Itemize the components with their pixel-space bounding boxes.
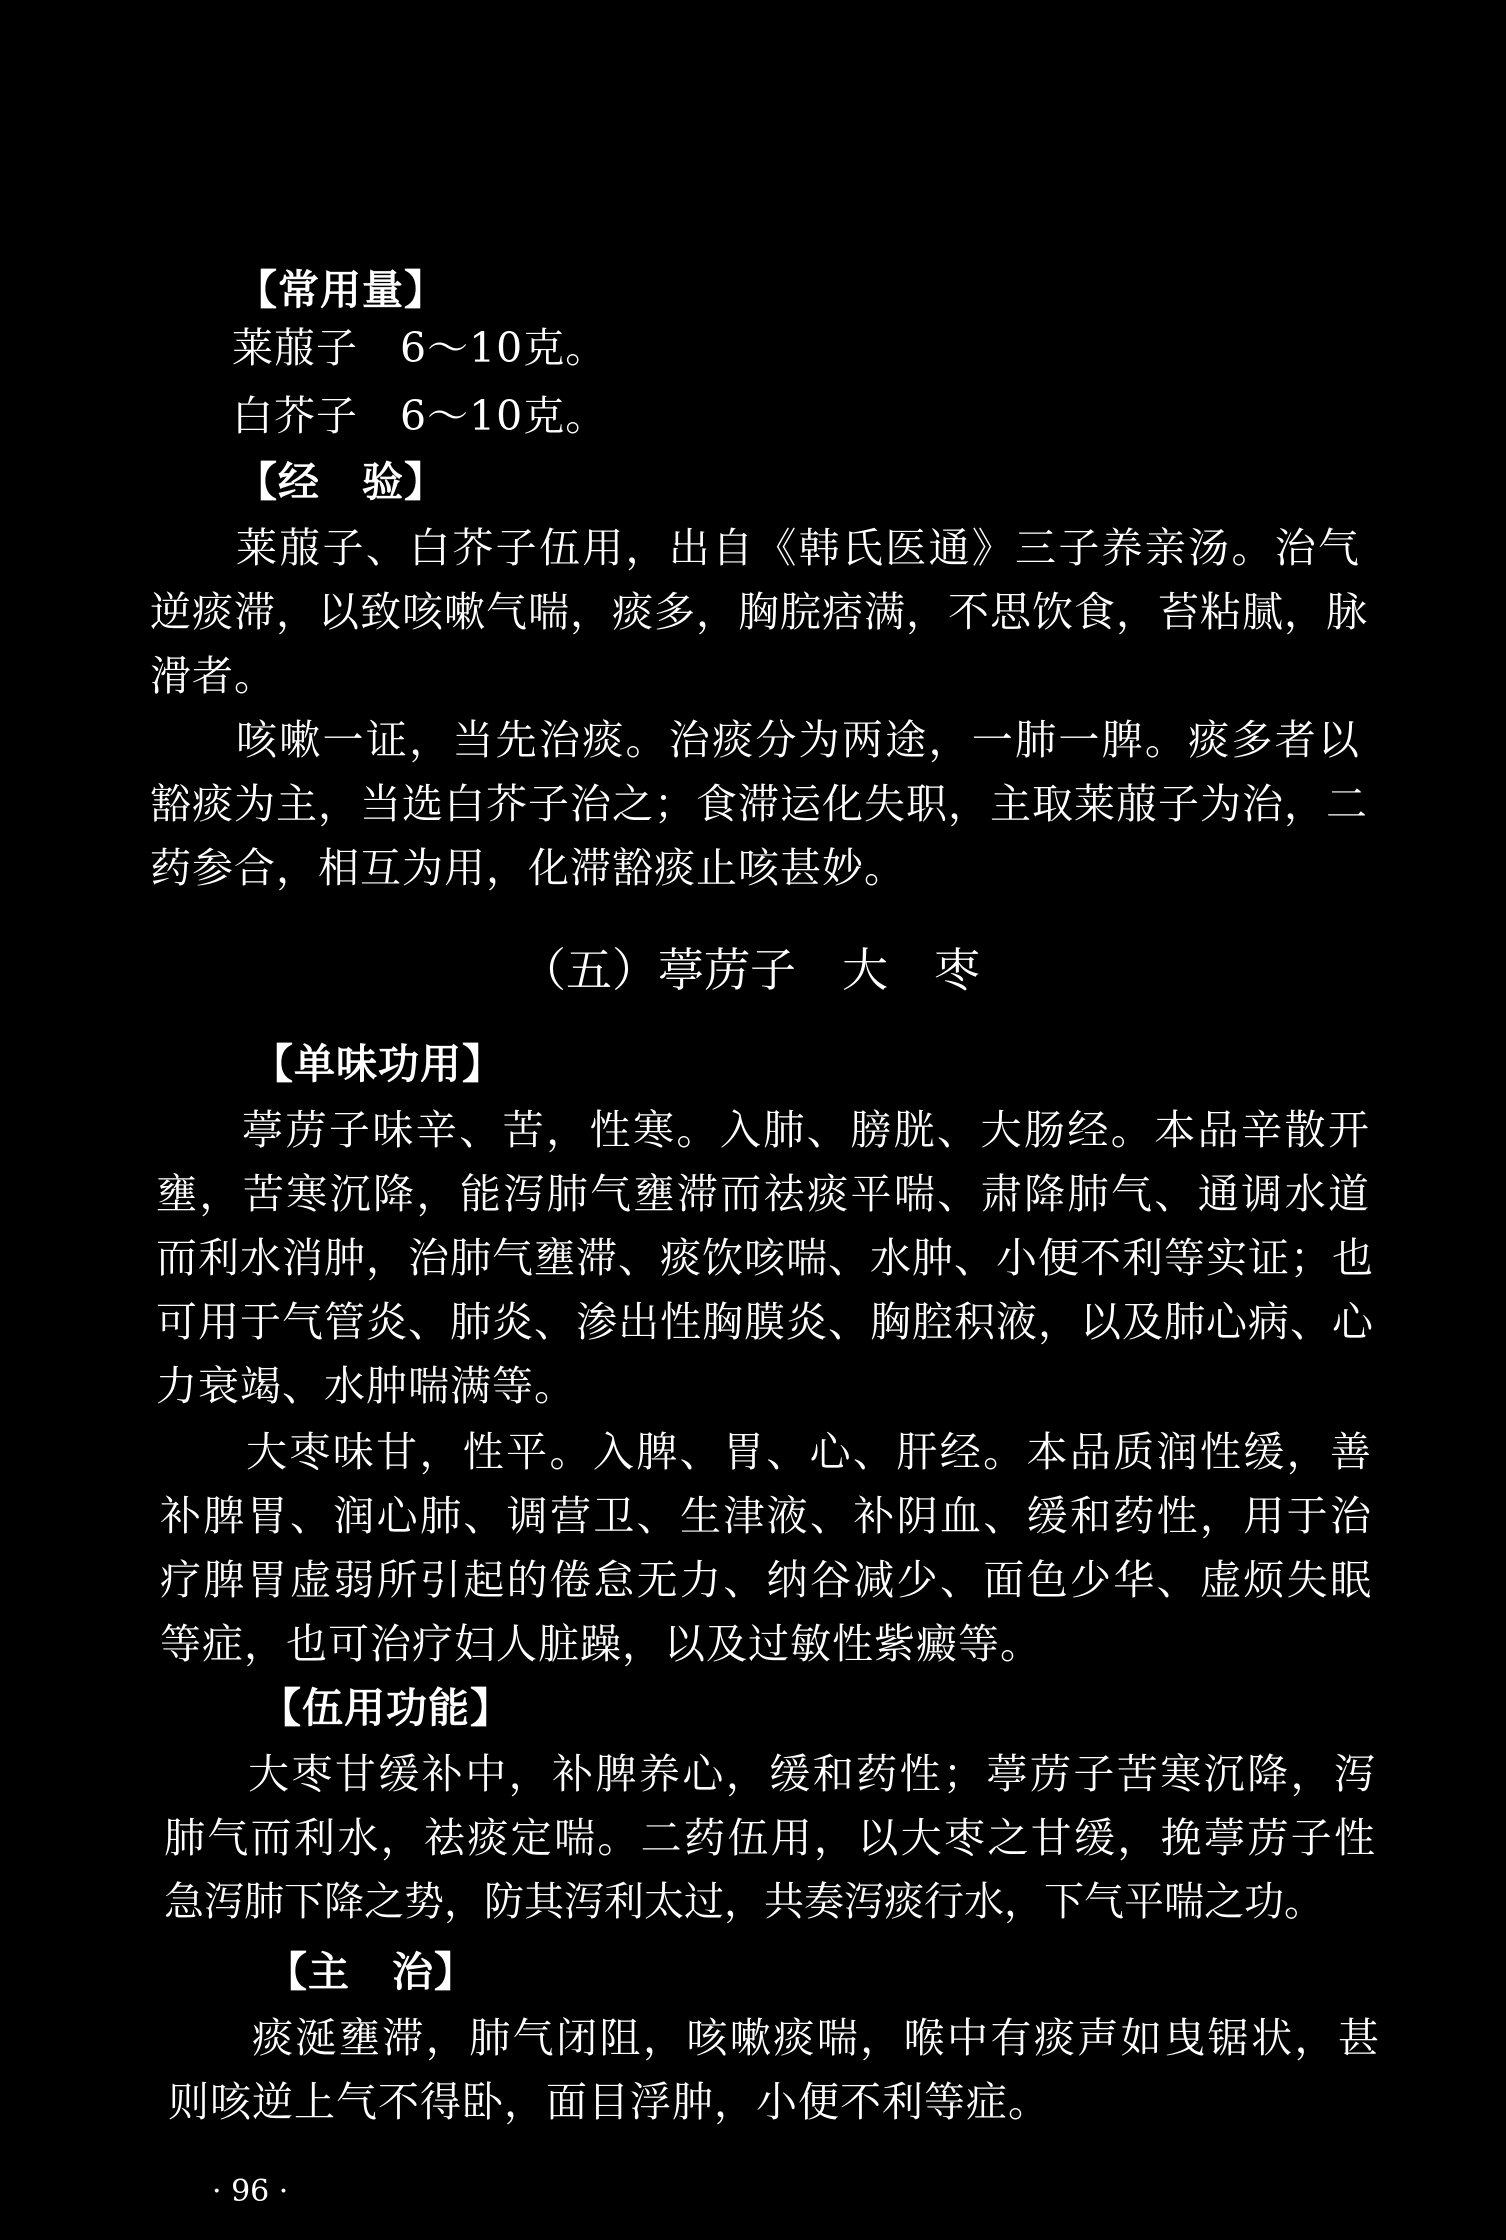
indications-line1: 痰涎壅滞，肺气闭阻，咳嗽痰喘，喉中有痰声如曳锯状，甚 (252, 2014, 1380, 2062)
single-function-para2-line2: 补脾胃、润心肺、调营卫、生津液、补阴血、缓和药性，用于治 (160, 1492, 1372, 1540)
single-function-para1-line1: 葶苈子味辛、苦，性寒。入肺、膀胱、大肠经。本品辛散开 (242, 1106, 1370, 1154)
single-function-para1-line4: 可用于气管炎、肺炎、渗出性胸膜炎、胸腔积液，以及肺心病、心 (156, 1298, 1374, 1346)
combined-function-line1: 大枣甘缓补中，补脾养心，缓和药性；葶苈子苦寒沉降，泻 (248, 1750, 1376, 1798)
single-function-heading: 【单味功用】 (252, 1040, 504, 1088)
usual-dosage-heading: 【常用量】 (236, 266, 446, 314)
page-number: · 96 · (212, 2174, 289, 2209)
single-function-para2-line3: 疗脾胃虚弱所引起的倦怠无力、纳谷减少、面色少华、虚烦失眠 (160, 1556, 1372, 1604)
experience-para1-line3: 滑者。 (150, 652, 276, 700)
single-function-para1-line2: 壅，苦寒沉降，能泻肺气壅滞而祛痰平喘、肃降肺气、通调水道 (156, 1170, 1370, 1218)
single-function-para1-line5: 力衰竭、水肿喘满等。 (156, 1362, 576, 1410)
combined-function-line2: 肺气而利水，祛痰定喘。二药伍用，以大枣之甘缓，挽葶苈子性 (164, 1814, 1376, 1862)
section-title: （五）葶苈子 大 枣 (520, 943, 980, 997)
experience-para2-line2: 豁痰为主，当选白芥子治之；食滞运化失职，主取莱菔子为治，二 (150, 780, 1368, 828)
single-function-para1-line3: 而利水消肿，治肺气壅滞、痰饮咳喘、水肿、小便不利等实证；也 (156, 1234, 1374, 1282)
single-function-para2-line4: 等症，也可治疗妇人脏躁，以及过敏性紫癜等。 (160, 1620, 1042, 1668)
dosage-item-baijiezi: 白芥子 6～10克。 (232, 392, 608, 440)
experience-para2-line3: 药参合，相互为用，化滞豁痰止咳甚妙。 (150, 844, 906, 892)
dosage-item-laifuzi: 莱菔子 6～10克。 (232, 324, 608, 372)
indications-heading: 【主 治】 (266, 1948, 476, 1996)
indications-line2: 则咳逆上气不得卧，面目浮肿，小便不利等症。 (168, 2078, 1050, 2126)
single-function-para2-line1: 大枣味甘，性平。入脾、胃、心、肝经。本品质润性缓，善 (246, 1428, 1372, 1476)
experience-para2-line1: 咳嗽一证，当先治痰。治痰分为两途，一肺一脾。痰多者以 (236, 716, 1360, 764)
experience-para1-line2: 逆痰滞，以致咳嗽气喘，痰多，胸脘痞满，不思饮食，苔粘腻，脉 (150, 588, 1368, 636)
experience-heading: 【经 验】 (236, 458, 446, 506)
combined-function-line3: 急泻肺下降之势，防其泻利太过，共奏泻痰行水，下气平喘之功。 (164, 1879, 1324, 1925)
experience-para1-line1: 莱菔子、白芥子伍用，出自《韩氏医通》三子养亲汤。治气 (236, 524, 1360, 572)
combined-function-heading: 【伍用功能】 (260, 1684, 512, 1732)
